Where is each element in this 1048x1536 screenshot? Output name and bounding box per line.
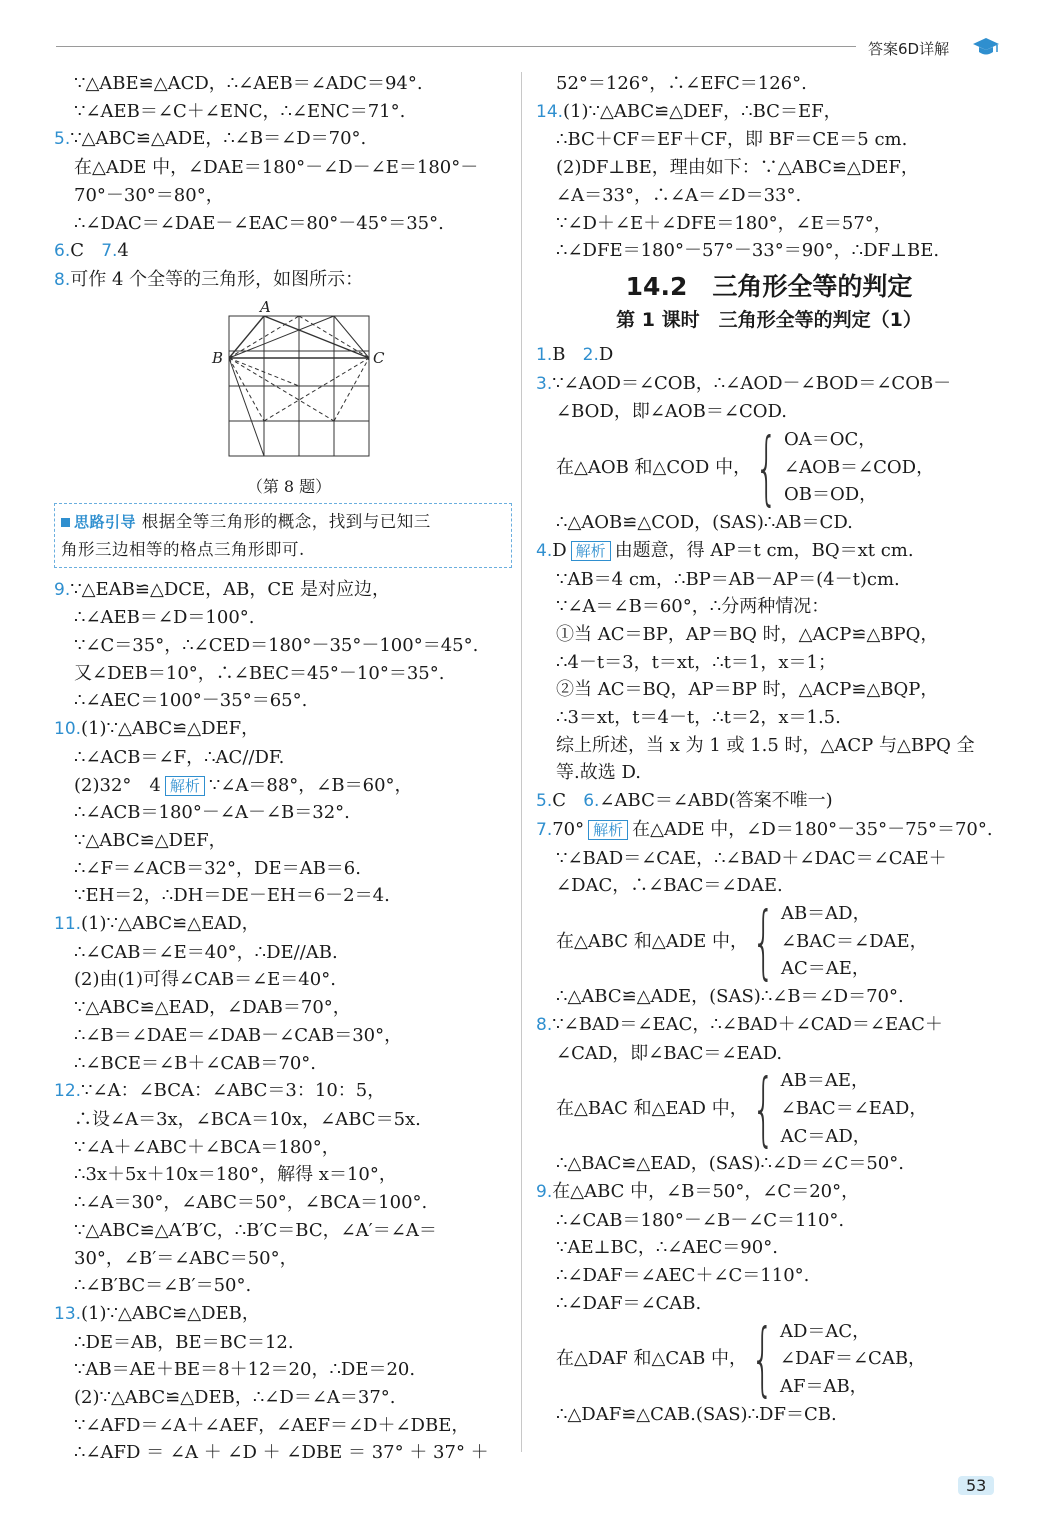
column-divider [521, 72, 522, 1452]
question-12 [54, 1077, 512, 1106]
answer-text: 由题意，得 AP＝t cm，BQ＝xt cm. [614, 539, 914, 561]
answer-line: ∵∠A＋∠ABC＋∠BCA＝180°， [74, 1136, 340, 1158]
question-number: 11. [54, 914, 82, 935]
answer-line [54, 772, 512, 800]
answer-line: ∴∠CAB＝180°－∠B－∠C＝110°. [556, 1209, 845, 1231]
section-title: 14.2 三角形全等的判定 [625, 271, 913, 301]
answer-line: ∴∠B＝∠DAE＝∠DAB－∠CAB＝30°， [74, 1024, 403, 1046]
answer-text: (1)∵△ABC≌△DEF， [81, 718, 260, 740]
answer-line: ∵∠AFD＝∠A＋∠AEF，∠AEF＝∠D＋∠DBE， [74, 1414, 470, 1436]
analysis-tag: 解析 [571, 541, 611, 561]
equation-system [536, 1061, 1002, 1155]
triangle-grid-diagram [204, 297, 385, 471]
answer-line: 等.故选 D. [556, 762, 641, 784]
system-intro: 在△ABC 和△ADE 中， [556, 930, 749, 952]
answer-text: 70° [552, 818, 585, 840]
question-number: 7. [101, 241, 118, 262]
equation-system [536, 1312, 1002, 1406]
answer-line: ∴△DAF≌△CAB.(SAS)∴DF＝CB. [556, 1403, 837, 1425]
lesson-title: 第 1 课时 三角形全等的判定（1） [616, 308, 922, 331]
answer-line: ∴DE＝AB，BE＝BC＝12. [74, 1331, 294, 1353]
answer-text: B [552, 343, 566, 365]
answer-line: 52°＝126°，∴∠EFC＝126°. [556, 73, 807, 94]
answer-text: ∠ABC＝∠ABD(答案不唯一) [599, 790, 833, 812]
answer-line: ∵∠AEB＝∠C＋∠ENC，∴∠ENC＝71°. [74, 100, 406, 122]
answer-line: ∠BOD，即∠AOB＝∠COD. [556, 401, 788, 423]
answer-line: ∴∠DAF＝∠AEC＋∠C＝110°. [556, 1265, 810, 1287]
answer-line: ∵△ABC≌△DEF， [74, 829, 227, 851]
question-number: 9. [54, 579, 71, 600]
answer-line: ∠A＝33°，∴∠A＝∠D＝33°. [556, 184, 802, 206]
answer-line: ∴设∠A＝3x，∠BCA＝10x，∠ABC＝5x. [74, 1108, 421, 1130]
system-intro: 在△DAF 和△CAB 中， [556, 1348, 748, 1370]
answer-line: ∵△ABC≌△EAD，∠DAB＝70°， [74, 997, 351, 1019]
left-brace: { [755, 420, 778, 514]
answer-text: (1)∵△ABC≌△EAD， [81, 913, 260, 935]
answers-5-6 [536, 787, 1002, 816]
answer-line: ∵△ABE≌△ACD，∴∠AEB＝∠ADC＝94°. [74, 73, 423, 94]
answer-text: ∵∠A＝88°，∠B＝60°， [208, 774, 413, 796]
hint-text: 角形三边相等的格点三角形即可. [61, 539, 305, 559]
system-row: OB＝OD， [783, 484, 878, 506]
question-5 [54, 125, 512, 154]
question-number: 10. [54, 719, 82, 740]
equation-system [536, 420, 1002, 514]
answer-line: ∴∠CAB＝∠E＝40°，∴DE//AB. [74, 941, 338, 963]
hint-label: 思路引导 [61, 509, 136, 536]
system-row: ∠DAF＝∠CAB， [779, 1348, 927, 1370]
question-13 [54, 1300, 512, 1329]
question-14 [536, 98, 1002, 127]
system-row: OA＝OC， [783, 429, 877, 451]
right-column [536, 70, 1002, 1428]
answer-text: ∵∠AOD＝∠COB，∴∠AOD－∠BOD＝∠COB－ [552, 372, 952, 394]
answer-line: ∵AE⊥BC，∴∠AEC＝90°. [556, 1237, 778, 1259]
answer-text: (1)∵△ABC≌△DEF，∴BC＝EF， [563, 100, 842, 122]
system-intro: 在△AOB 和△COD 中， [556, 456, 752, 478]
answer-text: (2)32° 4 [74, 774, 161, 796]
answers-1-2 [536, 341, 1002, 370]
answer-text: ∵△ABC≌△ADE，∴∠B＝∠D＝70°. [70, 128, 367, 150]
answer-9 [536, 1178, 1002, 1207]
answer-text: D [598, 343, 614, 365]
question-number: 4. [536, 540, 553, 561]
answer-line: ∴∠B′BC＝∠B′＝50°. [74, 1275, 252, 1297]
system-row: AC＝AE， [780, 958, 870, 980]
hint-box [54, 503, 512, 568]
answer-line: 综上所述，当 x 为 1 或 1.5 时，△ACP 与△BPQ 全 [556, 734, 975, 756]
answer-line: (2)∵△ABC≌△DEB，∴∠D＝∠A＝37°. [74, 1387, 396, 1409]
question-number: 14. [536, 101, 564, 122]
system-row: AB＝AE， [780, 1070, 869, 1092]
answer-line: ∵EH＝2，∴DH＝DE－EH＝6－2＝4. [74, 885, 390, 907]
figure-caption: （第 8 题） [246, 476, 332, 496]
answer-line: ②当 AC＝BQ，AP＝BP 时，△ACP≌△BQP， [556, 679, 939, 701]
question-number: 13. [54, 1303, 82, 1324]
answer-line: ∵AB＝AE＋BE＝8＋12＝20，∴DE＝20. [74, 1359, 416, 1381]
answer-line: ∴∠A＝30°，∠ABC＝50°，∠BCA＝100°. [74, 1192, 428, 1214]
answer-text: C [70, 240, 85, 262]
answer-line: 30°，∠B′＝∠ABC＝50°， [74, 1247, 298, 1269]
system-intro: 在△BAC 和△EAD 中， [556, 1097, 748, 1119]
graduation-cap-icon [972, 36, 1000, 58]
answer-line: ①当 AC＝BP，AP＝BQ 时，△ACP≌△BPQ， [556, 623, 939, 645]
answer-text: 4 [117, 240, 129, 262]
page-number: 53 [958, 1476, 994, 1495]
header-title: 答案6D详解 [868, 40, 950, 58]
answer-line: 又∠DEB＝10°，∴∠BEC＝45°－10°＝35°. [74, 662, 445, 684]
answer-line: (2)由(1)可得∠CAB＝∠E＝40°. [74, 969, 336, 991]
answer-line: (2)DF⊥BE，理由如下：∵△ABC≌△DEF， [556, 157, 919, 179]
answer-line: ∴∠BCE＝∠B＋∠CAB＝70°. [74, 1052, 317, 1074]
answer-text: 在△ADE 中，∠D＝180°－35°－75°＝70°. [632, 818, 993, 840]
point-label-b: B [212, 348, 224, 367]
answer-3 [536, 370, 1002, 399]
system-row: AD＝AC， [779, 1320, 871, 1342]
grid-figure [204, 297, 385, 471]
answer-line: ∵∠D＋∠E＋∠DFE＝180°，∠E＝57°， [556, 212, 892, 234]
question-number: 8. [54, 269, 71, 290]
answer-line: ∴3x＋5x＋10x＝180°，解得 x＝10°， [74, 1164, 397, 1186]
question-number: 5. [536, 791, 553, 812]
answer-line: ∴∠ACB＝180°－∠A－∠B＝32°. [74, 802, 350, 824]
left-brace: { [751, 1061, 775, 1155]
answer-line: ∵∠BAD＝∠CAE，∴∠BAD＋∠DAC＝∠CAE＋ [556, 847, 947, 869]
answer-line: ∴△BAC≌△EAD，(SAS)∴∠D＝∠C＝50°. [556, 1153, 904, 1175]
answer-line: 70°－30°＝80°， [74, 184, 224, 206]
answer-line: ∵∠C＝35°，∴∠CED＝180°－35°－100°＝45°. [74, 635, 479, 657]
system-row: AF＝AB， [779, 1375, 868, 1397]
answer-8 [536, 1011, 1002, 1040]
question-10 [54, 715, 512, 744]
left-brace: { [751, 1312, 774, 1406]
question-number: 5. [54, 129, 71, 150]
equation-system [536, 894, 1002, 988]
question-number: 2. [582, 344, 599, 365]
point-label-c: C [373, 348, 385, 367]
point-label-a: A [260, 297, 271, 316]
answer-line: ∵∠A＝∠B＝60°，∴分两种情况： [556, 596, 830, 618]
question-number: 9. [536, 1182, 553, 1203]
answer-7 [536, 816, 1002, 845]
answer-line: ∴△AOB≌△COD，(SAS)∴AB＝CD. [556, 512, 853, 534]
question-6-7 [54, 237, 512, 266]
answer-line: ∴△ABC≌△ADE，(SAS)∴∠B＝∠D＝70°. [556, 986, 904, 1008]
answer-text: 可作 4 个全等的三角形，如图所示： [70, 268, 364, 290]
system-row: ∠BAC＝∠DAE， [780, 930, 928, 952]
question-number: 6. [583, 791, 600, 812]
answer-line: 在△ADE 中，∠DAE＝180°－∠D－∠E＝180°－ [74, 157, 479, 179]
answer-line: ∴∠DFE＝180°－57°－33°＝90°，∴DF⊥BE. [556, 240, 940, 262]
answer-text: (1)∵△ABC≌△DEB， [81, 1302, 260, 1324]
answer-line: ∴4－t＝3，t＝xt，∴t＝1，x＝1； [556, 651, 836, 673]
question-number: 8. [536, 1014, 553, 1035]
header-rule [56, 46, 856, 47]
answer-4 [536, 537, 1002, 566]
question-number: 6. [54, 241, 71, 262]
answer-line: ∴∠AEC＝100°－35°＝65°. [74, 690, 308, 712]
question-number: 3. [536, 373, 553, 394]
answer-text: ∵∠A：∠BCA：∠ABC＝3：10：5， [81, 1080, 386, 1102]
answer-line: ∵△ABC≌△A′B′C，∴B′C＝BC，∠A′＝∠A＝ [74, 1219, 437, 1241]
answer-line: ∴BC＋CF＝EF＋CF，即 BF＝CE＝5 cm. [556, 129, 908, 151]
question-number: 1. [536, 344, 553, 365]
question-8 [54, 266, 512, 295]
system-row: AC＝AD， [780, 1125, 871, 1147]
system-row: ∠BAC＝∠EAD， [780, 1097, 928, 1119]
left-brace: { [752, 894, 775, 988]
answer-line: ∵AB＝4 cm，∴BP＝AB－AP＝(4－t)cm. [556, 568, 900, 590]
left-column [54, 70, 512, 1467]
answer-line: ∴∠DAF＝∠CAB. [556, 1292, 702, 1314]
answer-text: ∵△EAB≌△DCE，AB，CE 是对应边， [70, 578, 391, 600]
answer-line: ∴∠F＝∠ACB＝32°，DE＝AB＝6. [74, 857, 361, 879]
hint-text: 根据全等三角形的概念，找到与已知三 [136, 511, 431, 531]
analysis-tag: 解析 [165, 776, 205, 796]
analysis-tag: 解析 [588, 820, 628, 840]
question-number: 12. [54, 1081, 82, 1102]
answer-line: ∴∠DAC＝∠DAE－∠EAC＝80°－45°＝35°. [74, 212, 444, 234]
question-number: 7. [536, 819, 553, 840]
system-row: AB＝AD， [780, 902, 871, 924]
question-11 [54, 910, 512, 939]
answer-line: ∠DAC，∴∠BAC＝∠DAE. [556, 875, 783, 897]
answer-line: ∠CAD，即∠BAC＝∠EAD. [556, 1042, 783, 1064]
answer-line: ∴∠AFD ＝ ∠A ＋ ∠D ＋ ∠DBE ＝ 37° ＋ 37° ＋ [74, 1442, 489, 1464]
answer-text: 在△ABC 中，∠B＝50°，∠C＝20°， [552, 1181, 860, 1203]
answer-text: C [552, 790, 567, 812]
answer-text: D [552, 539, 567, 561]
system-row: ∠AOB＝∠COD， [783, 456, 935, 478]
answer-line: ∴3＝xt，t＝4－t，∴t＝2，x＝1.5. [556, 707, 841, 729]
answer-line: ∴∠AEB＝∠D＝100°. [74, 607, 255, 629]
answer-text: ∵∠BAD＝∠EAC，∴∠BAD＋∠CAD＝∠EAC＋ [552, 1013, 943, 1035]
answer-line: ∴∠ACB＝∠F，∴AC//DF. [74, 746, 285, 768]
question-9 [54, 576, 512, 605]
